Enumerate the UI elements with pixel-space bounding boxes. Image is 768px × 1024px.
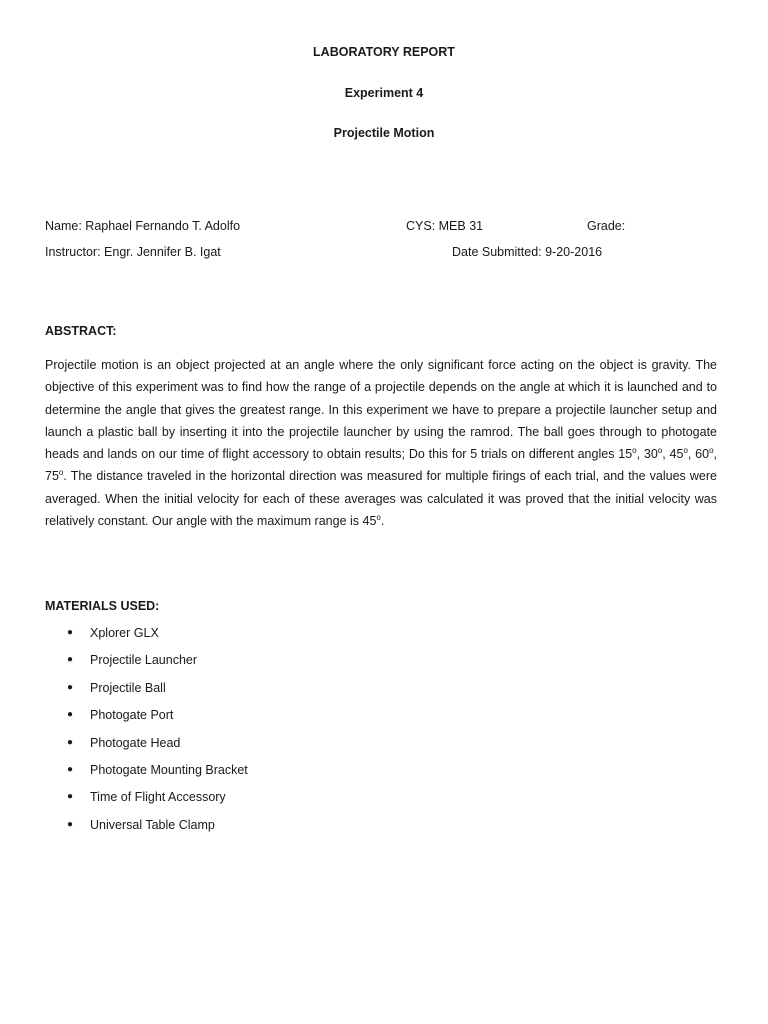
list-item — [45, 759, 248, 786]
experiment-number: Experiment 4 — [344, 86, 424, 100]
abstract-heading: ABSTRACT: — [45, 324, 117, 338]
bullet-icon: ● — [67, 818, 74, 830]
angle-value: 75 — [45, 469, 59, 484]
material-label: Photogate Mounting Bracket — [90, 762, 248, 777]
angle-separator: , 30 — [636, 447, 658, 462]
course-year-section: CYS: MEB 31 — [406, 219, 484, 233]
degree-mark: o — [58, 468, 64, 478]
bullet-icon: ● — [67, 709, 74, 721]
degree-mark: o — [376, 513, 381, 523]
bullet-icon: ● — [67, 763, 74, 775]
materials-list — [45, 622, 248, 841]
material-label: Photogate Head — [90, 735, 181, 750]
grade-label: Grade: — [587, 219, 626, 233]
bullet-icon: ● — [67, 681, 74, 693]
materials-heading: MATERIALS USED: — [45, 599, 160, 613]
abstract-line-5 — [45, 443, 717, 465]
abstract-body — [45, 354, 717, 532]
angle-separator: , — [713, 447, 718, 462]
material-label: Universal Table Clamp — [90, 817, 215, 832]
list-item — [45, 649, 248, 676]
bullet-icon: ● — [67, 736, 74, 748]
abstract-line-8-end: . — [380, 514, 385, 529]
student-name: Name: Raphael Fernando T. Adolfo — [45, 219, 241, 233]
report-title: LABORATORY REPORT — [313, 45, 455, 59]
bullet-icon: ● — [67, 627, 74, 638]
abstract-line-8-text: relatively constant. Our angle with the maximum range is 45 — [45, 514, 377, 529]
list-item — [45, 622, 248, 649]
list-item — [45, 814, 248, 841]
list-item — [45, 786, 248, 813]
material-label: Photogate Port — [90, 708, 174, 723]
date-submitted: Date Submitted: 9-20-2016 — [452, 245, 603, 259]
degree-mark: o — [632, 446, 637, 456]
list-item — [45, 732, 248, 759]
material-label: Projectile Ball — [90, 680, 166, 695]
abstract-line-6-text: . The distance traveled in the horizontal direction was measured for multiple firings of each trial, and the values were — [63, 469, 717, 484]
instructor-name: Instructor: Engr. Jennifer B. Igat — [45, 245, 221, 259]
abstract-line-3: determine the angle that gives the greatest range. In this experiment we have to prepare a projectile launcher setup and — [45, 402, 717, 417]
degree-mark: o — [683, 446, 688, 456]
material-label: Time of Flight Accessory — [90, 790, 226, 805]
list-item — [45, 704, 248, 731]
abstract-line-6 — [45, 465, 717, 487]
abstract-line-5-text: heads and lands on our time of flight accessory to obtain results; Do this for 5 trials on different angles 15 — [45, 447, 633, 462]
material-label: Projectile Launcher — [90, 653, 198, 668]
bullet-icon: ● — [67, 654, 74, 666]
experiment-topic: Projectile Motion — [333, 126, 435, 140]
degree-mark: o — [709, 446, 714, 456]
angle-separator: , 60 — [687, 447, 710, 462]
angle-separator: , 45 — [662, 447, 684, 462]
bullet-icon: ● — [67, 791, 74, 803]
abstract-line-4: launch a plastic ball by inserting it into the projectile launcher by using the ramrod. The ball goes through to photogate — [45, 424, 717, 439]
abstract-line-1: Projectile motion is an object projected at an angle where the only significant force acting on the object is gravity. The — [45, 358, 717, 372]
degree-mark: o — [657, 446, 663, 456]
material-label: Xplorer GLX — [90, 626, 159, 640]
abstract-line-7: averaged. When the initial velocity for each of these averages was calculated it was proved that the initial velocity was — [45, 491, 717, 506]
abstract-line-8 — [45, 510, 717, 532]
list-item — [45, 677, 248, 704]
abstract-line-2: objective of this experiment was to find how the range of a projectile depends on the angle at which it is launched and to — [45, 380, 717, 395]
